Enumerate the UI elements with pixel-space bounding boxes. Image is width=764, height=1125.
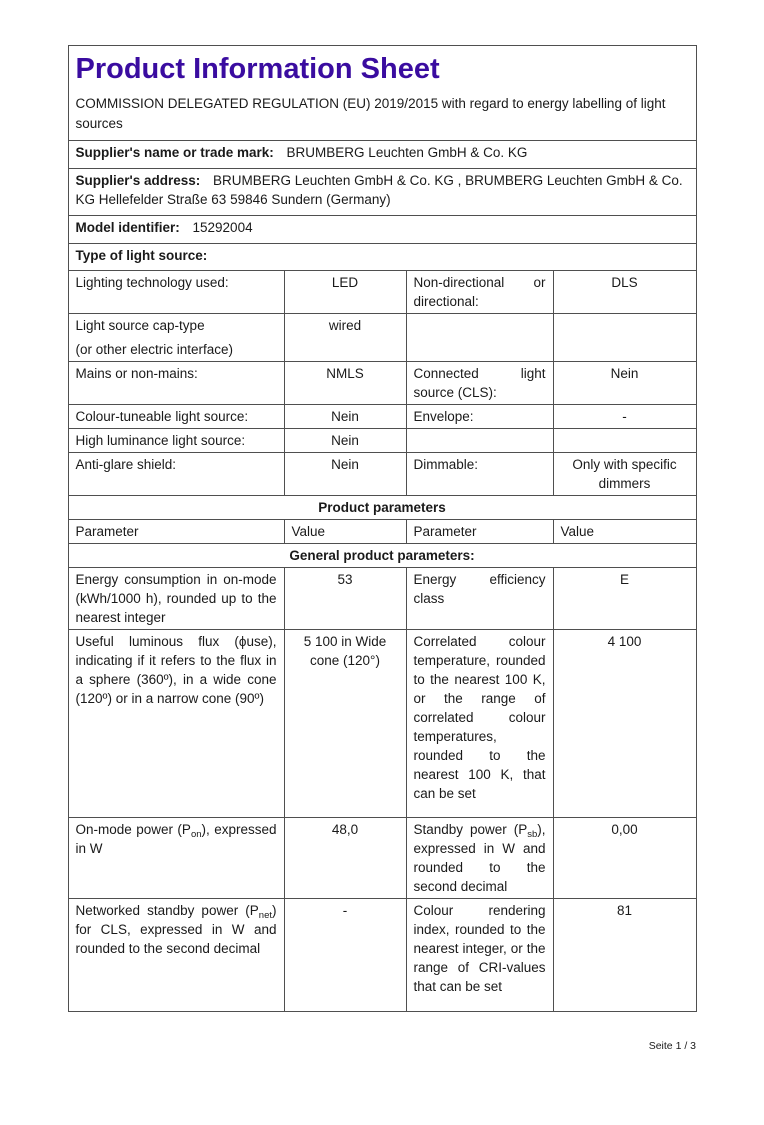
- subscript: net: [258, 910, 272, 921]
- empty-cell: [553, 314, 696, 362]
- energy-consumption-value: 53: [284, 568, 406, 630]
- empty-cell: [406, 314, 553, 362]
- cap-type-label: [68, 314, 284, 362]
- cri-label: Colour rendering index, rounded to the nearest integer, or the range of CRI-values that can be set: [406, 899, 553, 1012]
- envelope-value: -: [553, 405, 696, 429]
- empty-cell: [553, 429, 696, 453]
- dimmable-label: Dimmable:: [406, 453, 553, 496]
- table-row: [68, 899, 696, 1012]
- standby-power-label: Standby power $(P_{sb})$, expressed in W and rounded to the second decimal: [406, 818, 553, 899]
- lighting-technology-label: Lighting technology used:: [68, 271, 284, 314]
- supplier-name-row: [68, 141, 696, 169]
- table-row: [68, 405, 696, 429]
- cls-label: Connected light source (CLS):: [406, 362, 553, 405]
- table-row: [68, 453, 696, 496]
- colour-temperature-label: Correlated colour temperature, rounded to the nearest 100 K, or the range of correlated colour temperatures, rounded to the nearest 100 K, that can be set: [406, 630, 553, 818]
- empty-cell: [406, 429, 553, 453]
- model-identifier-row: [68, 216, 696, 244]
- type-of-light-source-row: [68, 244, 696, 271]
- on-mode-power-value: 48,0: [284, 818, 406, 899]
- general-product-parameters-header-row: [68, 544, 696, 568]
- cap-type-label-line1: Light source cap-type: [75, 318, 205, 333]
- luminous-flux-value: 5 100 in Wide cone (120°): [284, 630, 406, 818]
- column-header-value: Value: [284, 520, 406, 544]
- product-information-sheet: [68, 45, 697, 1012]
- product-parameters-heading: Product parameters: [68, 496, 696, 520]
- on-mode-power-label: On-mode power $(P_{on})$, expressed in W: [68, 818, 284, 899]
- type-of-light-source-label: Type of light source:: [75, 248, 208, 263]
- table-row: [68, 630, 696, 818]
- mains-value: NMLS: [284, 362, 406, 405]
- energy-consumption-label: Energy consumption in on-mode (kWh/1000 h), rounded up to the nearest integer: [68, 568, 284, 630]
- supplier-address-cell: [68, 169, 696, 216]
- energy-class-value: E: [553, 568, 696, 630]
- colour-tuneable-value: Nein: [284, 405, 406, 429]
- mains-label: Mains or non-mains:: [68, 362, 284, 405]
- supplier-name-label: Supplier's name or trade mark:: [75, 145, 274, 160]
- table-row: [68, 568, 696, 630]
- cap-type-value: wired: [284, 314, 406, 362]
- cap-type-label-line2: (or other electric interface): [75, 342, 234, 357]
- general-product-parameters-heading: General product parameters:: [68, 544, 696, 568]
- networked-standby-power-value: -: [284, 899, 406, 1012]
- supplier-address-label: Supplier's address:: [75, 173, 201, 188]
- cls-value: Nein: [553, 362, 696, 405]
- column-header-parameter: Parameter: [406, 520, 553, 544]
- page-number: Seite 1 / 3: [648, 1040, 696, 1052]
- networked-standby-power-label: Networked standby power $(P_{net})$ for CLS, expressed in W and rounded to the second decimal: [68, 899, 284, 1012]
- type-of-light-source-cell: [68, 244, 696, 271]
- lighting-technology-value: LED: [284, 271, 406, 314]
- anti-glare-label: Anti-glare shield:: [68, 453, 284, 496]
- model-identifier-label: Model identifier:: [75, 220, 180, 235]
- header-cell: [68, 46, 696, 141]
- model-identifier-value: 15292004: [192, 220, 253, 235]
- cri-value: 81: [553, 899, 696, 1012]
- model-identifier-cell: [68, 216, 696, 244]
- page-title: Product Information Sheet: [75, 53, 440, 85]
- supplier-address-row: [68, 169, 696, 216]
- table-row: [68, 362, 696, 405]
- directionality-label: Non-directional or directional:: [406, 271, 553, 314]
- column-header-parameter: Parameter: [68, 520, 284, 544]
- product-parameters-header-row: [68, 496, 696, 520]
- supplier-address-value: BRUMBERG Leuchten GmbH & Co. KG , BRUMBERG Leuchten GmbH & Co. KG Hellefelder Straße 63 59846 Sundern (Germany): [75, 173, 683, 207]
- supplier-name-value: BRUMBERG Leuchten GmbH & Co. KG: [286, 145, 528, 160]
- table-row: [68, 429, 696, 453]
- luminous-flux-label: Useful luminous flux (ϕuse), indicating if it refers to the flux in a sphere (360º), in a wide cone (120º) or in a narrow cone (90º): [68, 630, 284, 818]
- high-luminance-label: High luminance light source:: [68, 429, 284, 453]
- directionality-value: DLS: [553, 271, 696, 314]
- header-row: [68, 46, 696, 141]
- parameter-value-header-row: [68, 520, 696, 544]
- table-row: [68, 271, 696, 314]
- regulation-subtitle: COMMISSION DELEGATED REGULATION (EU) 2019/2015 with regard to energy labelling of light sources: [75, 96, 666, 131]
- table-row: [68, 314, 696, 362]
- supplier-name-cell: [68, 141, 696, 169]
- anti-glare-value: Nein: [284, 453, 406, 496]
- column-header-value: Value: [553, 520, 696, 544]
- high-luminance-value: Nein: [284, 429, 406, 453]
- table-row: [68, 818, 696, 899]
- colour-temperature-value: 4 100: [553, 630, 696, 818]
- colour-tuneable-label: Colour-tuneable light source:: [68, 405, 284, 429]
- standby-power-value: 0,00: [553, 818, 696, 899]
- dimmable-value: Only with specific dimmers: [553, 453, 696, 496]
- subscript: sb: [527, 829, 538, 840]
- envelope-label: Envelope:: [406, 405, 553, 429]
- subscript: on: [190, 829, 202, 840]
- energy-class-label: Energy efficiency class: [406, 568, 553, 630]
